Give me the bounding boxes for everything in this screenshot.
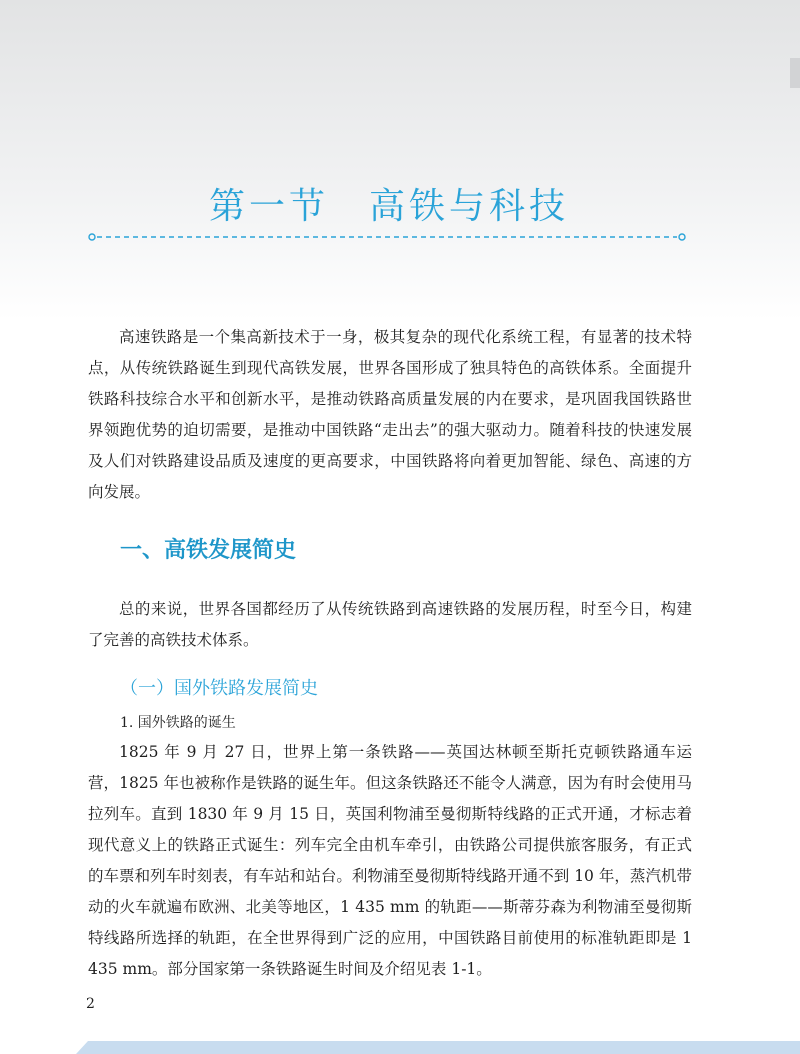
intro-paragraph: 高速铁路是一个集高新技术于一身，极其复杂的现代化系统工程，有显著的技术特点，从传统铁路诞生到现代高铁发展，世界各国形成了独具特色的高铁体系。全面提升铁路科技综合水平和创新水平，是推动铁路高质量发展的内在要求，是巩固我国铁路世界领跑优势的迫切需要，是推动中国铁路“走出去”的强大驱动力。随着科技的快速发展及人们对铁路建设品质及速度的更高要求，中国铁路将向着更加智能、绿色、高速的方向发展。 [88, 328, 692, 501]
page-number: 2 [86, 996, 95, 1012]
summary-paragraph: 总的来说，世界各国都经历了从传统铁路到高速铁路的发展历程，时至今日，构建了完善的高铁技术体系。 [88, 600, 692, 649]
title-divider [88, 232, 686, 242]
intro-section [88, 322, 692, 508]
history-paragraph: 1825 年 9 月 27 日，世界上第一条铁路——英国达林顿至斯托克顿铁路通车运营，1825 年也被称作是铁路的诞生年。但这条铁路还不能令人满意，因为有时会使用马拉列车。直到 1830 年 9 月 15 日，英国利物浦至曼彻斯特线路的正式开通，才标志着现代意义上的铁路正式诞生：列车完全由机车牵引，由铁路公司提供旅客服务，有正式的车票和列车时刻表，有车站和站台。利物浦至曼彻斯特线路开通不到 10 年，蒸汽机带动的火车就遍布欧洲、北美等地区，1 435 mm 的轨距——斯蒂芬森为利物浦至曼彻斯特线路所选择的轨距，在全世界得到广泛的应用，中国铁路目前使用的标准轨距即是 1 435 mm。部分国家第一条铁路诞生时间及介绍见表 1-1。 [88, 743, 692, 978]
item-heading: 1. 国外铁路的诞生 [120, 715, 236, 731]
side-tab-marker [790, 58, 800, 88]
summary-section [88, 594, 692, 656]
history-section [88, 737, 692, 985]
section-heading: 一、高铁发展简史 [120, 538, 297, 563]
divider-left-dot [89, 234, 95, 240]
subsection-heading: （一）国外铁路发展简史 [120, 678, 318, 699]
footer-band [0, 1041, 800, 1054]
chapter-title: 第一节 高铁与科技 [208, 186, 569, 227]
divider-right-dot [679, 234, 685, 240]
